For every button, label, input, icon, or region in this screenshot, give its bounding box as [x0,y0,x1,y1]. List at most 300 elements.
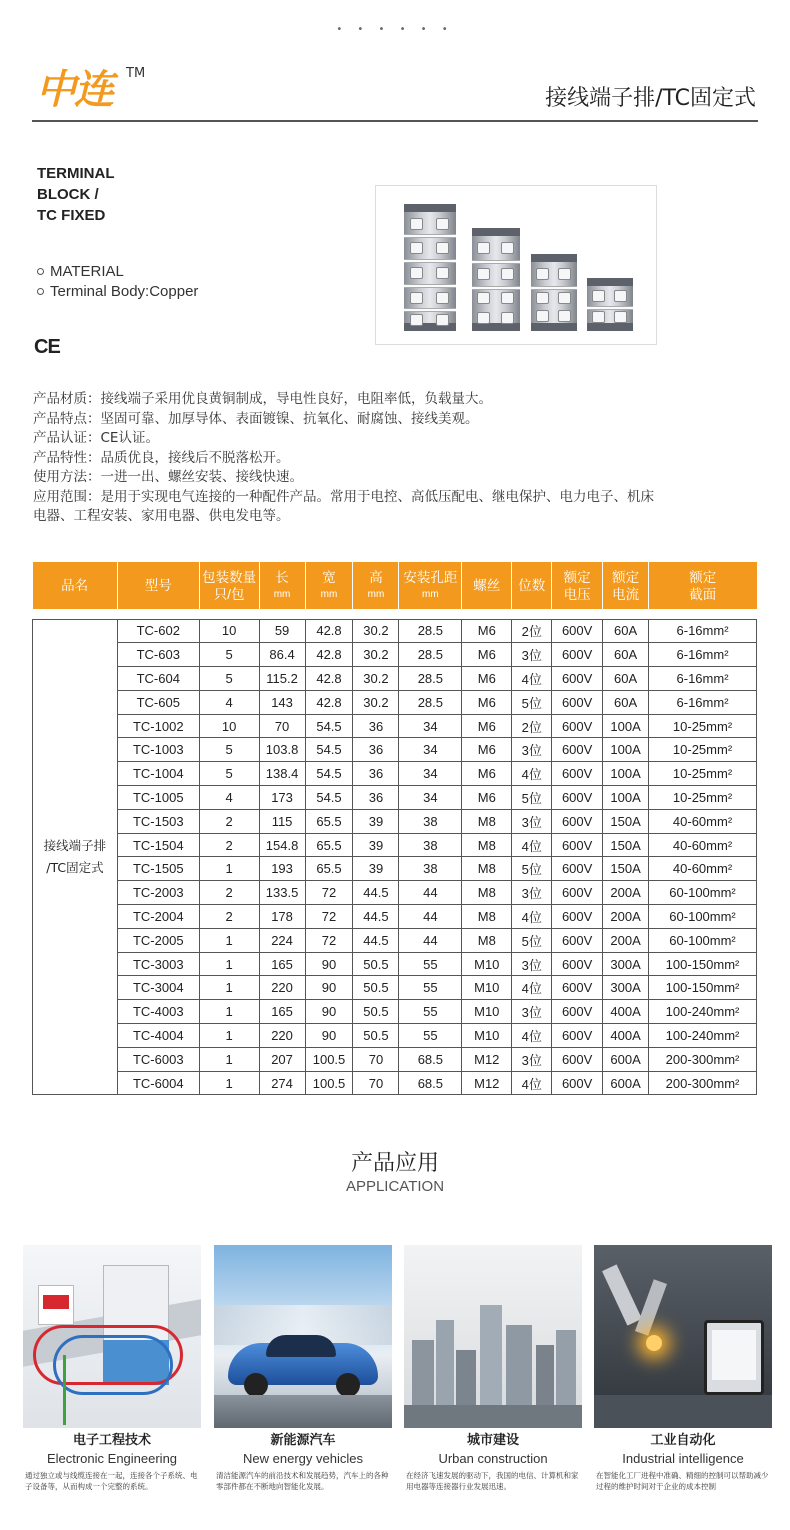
table-cell: 42.8 [305,643,353,667]
table-cell: 70 [259,714,305,738]
table-cell: 42.8 [305,690,353,714]
table-cell: 150A [603,809,649,833]
spec-table-body [33,609,757,1095]
table-cell: 65.5 [305,809,353,833]
table-cell: 4位 [512,762,552,786]
table-cell: 70 [353,1071,399,1095]
table-row [33,738,757,762]
application-card-description: 清洁能源汽车的前沿技术和发展趋势，汽车上的各种零部件都在不断地向智能化发展。 [216,1471,389,1491]
table-cell: TC-605 [117,690,199,714]
table-cell: 4位 [512,976,552,1000]
table-cell: 55 [399,1024,462,1048]
table-cell: 200A [603,928,649,952]
table-cell: M6 [462,714,512,738]
table-cell: 103.8 [259,738,305,762]
table-cell: 68.5 [399,1071,462,1095]
table-cell: 600V [552,1071,603,1095]
table-cell: 70 [353,1047,399,1071]
table-cell: 2 [199,881,259,905]
table-cell: 207 [259,1047,305,1071]
table-cell: 600V [552,833,603,857]
table-row [33,928,757,952]
table-cell: M8 [462,857,512,881]
spec-table-column-header [117,562,199,609]
table-cell: 72 [305,881,353,905]
table-cell: 115.2 [259,667,305,691]
table-cell: 165 [259,1000,305,1024]
application-card-subtitle: Electronic Engineering [46,1451,178,1466]
table-cell: 224 [259,928,305,952]
table-cell: 1 [199,928,259,952]
application-card-description: 在智能化工厂进程中准确、精细的控制可以帮助减少过程的维护时间对于企业的成本控制 [596,1471,769,1491]
table-cell: 10-25mm² [649,738,757,762]
table-cell: 44.5 [353,905,399,929]
header-label: 螺丝 [473,578,501,593]
ce-mark-icon: CE [34,336,60,358]
table-cell: TC-3004 [117,976,199,1000]
table-cell: TC-602 [117,619,199,643]
trademark-mark: TM [126,66,146,81]
spec-table-column-header [353,562,399,609]
table-row [33,1071,757,1095]
table-cell: M6 [462,619,512,643]
application-card-title: 电子工程技术 [72,1433,151,1448]
table-cell: 600V [552,619,603,643]
table-cell: 28.5 [399,643,462,667]
application-card [23,1245,201,1492]
table-cell: 5 [199,738,259,762]
material-value: Terminal Body:Copper [50,283,199,300]
table-cell: 39 [353,857,399,881]
terminal-block-4pos [472,228,520,331]
table-cell: 42.8 [305,619,353,643]
table-cell: 50.5 [353,1024,399,1048]
table-cell: TC-2004 [117,905,199,929]
table-cell: 600V [552,690,603,714]
table-cell: TC-604 [117,667,199,691]
table-cell: 28.5 [399,690,462,714]
table-cell: 86.4 [259,643,305,667]
table-cell: 65.5 [305,833,353,857]
table-cell: 54.5 [305,738,353,762]
material-item [37,282,198,302]
table-cell: TC-1503 [117,809,199,833]
spec-table-column-header [305,562,353,609]
table-cell: 100.5 [305,1071,353,1095]
table-cell: 138.4 [259,762,305,786]
table-cell: 100-150mm² [649,976,757,1000]
table-cell: 600V [552,952,603,976]
electronic-engineering-photo [23,1245,201,1428]
table-cell: 600V [552,881,603,905]
table-cell: 90 [305,976,353,1000]
application-card-title: 城市建设 [466,1433,519,1448]
table-cell: 6-16mm² [649,643,757,667]
table-cell: 165 [259,952,305,976]
table-row [33,762,757,786]
table-cell: 28.5 [399,667,462,691]
table-cell: 28.5 [399,619,462,643]
table-cell: M10 [462,1024,512,1048]
english-title-line: TC FIXED [37,207,106,224]
table-cell: 38 [399,809,462,833]
application-card [214,1245,392,1492]
table-cell: 3位 [512,952,552,976]
table-cell: 34 [399,714,462,738]
table-cell: 6-16mm² [649,690,757,714]
top-dots-decoration: • • • • • • [336,24,454,35]
table-cell: 300A [603,952,649,976]
table-row [33,976,757,1000]
table-cell: 40-60mm² [649,833,757,857]
table-cell: 178 [259,905,305,929]
table-cell: M6 [462,690,512,714]
spec-table-header [33,562,757,609]
table-cell: TC-2003 [117,881,199,905]
spec-table-column-header [552,562,603,609]
table-cell: 600V [552,809,603,833]
table-row [33,714,757,738]
description-line: 电器、工程安装、家用电器、供电发电等。 [33,508,290,524]
table-cell: 40-60mm² [649,857,757,881]
table-cell: 1 [199,1000,259,1024]
table-cell: 100.5 [305,1047,353,1071]
table-cell: 220 [259,1024,305,1048]
table-row [33,1047,757,1071]
table-cell: M8 [462,809,512,833]
table-cell: 2 [199,833,259,857]
table-cell: 600A [603,1047,649,1071]
table-cell: 55 [399,976,462,1000]
table-cell: 44.5 [353,928,399,952]
table-cell: M8 [462,881,512,905]
table-cell: 40-60mm² [649,809,757,833]
circle-bullet-icon [37,288,44,295]
table-cell: 5 [199,762,259,786]
table-cell: 34 [399,738,462,762]
spec-table-column-header [33,562,118,609]
table-cell: TC-603 [117,643,199,667]
table-cell: 600V [552,1047,603,1071]
spec-table-column-header [462,562,512,609]
application-subtitle: APPLICATION [345,1178,445,1195]
table-cell: 60A [603,619,649,643]
table-cell: 39 [353,809,399,833]
table-cell: M8 [462,833,512,857]
product-description [33,390,763,527]
table-cell: 36 [353,786,399,810]
table-cell: TC-4004 [117,1024,199,1048]
application-card-subtitle: New energy vehicles [243,1451,363,1466]
table-cell: 30.2 [353,690,399,714]
spec-table-column-header [199,562,259,609]
english-title [37,163,115,226]
table-cell: 2 [199,809,259,833]
table-row [33,690,757,714]
table-cell: 3位 [512,738,552,762]
table-row [33,857,757,881]
table-cell: 10-25mm² [649,786,757,810]
terminal-block-2pos [587,278,633,331]
page-title: 接线端子排/TC固定式 [545,86,756,111]
table-cell: 220 [259,976,305,1000]
table-cell: 54.5 [305,762,353,786]
circle-bullet-icon [37,268,44,275]
table-cell: 600V [552,786,603,810]
application-card [404,1245,582,1492]
table-cell: 72 [305,928,353,952]
table-cell: 3位 [512,881,552,905]
table-cell: 5位 [512,690,552,714]
header-label: 高 [369,569,383,585]
header-label: 宽 [322,569,336,585]
table-cell: TC-1004 [117,762,199,786]
table-cell: TC-4003 [117,1000,199,1024]
table-cell: 60A [603,690,649,714]
page-header [32,62,758,122]
table-cell: 60A [603,643,649,667]
table-cell: 90 [305,952,353,976]
table-cell: 3位 [512,1047,552,1071]
table-cell: 6-16mm² [649,619,757,643]
table-cell: 59 [259,619,305,643]
urban-construction-photo [404,1245,582,1428]
table-cell: 65.5 [305,857,353,881]
new-energy-car-photo [214,1245,392,1428]
product-name-cell [33,619,118,1095]
table-cell: 34 [399,786,462,810]
table-cell: 4位 [512,667,552,691]
product-photo [375,185,657,345]
table-cell: 600V [552,928,603,952]
table-row [33,905,757,929]
material-list [37,262,198,302]
table-cell: 600V [552,857,603,881]
table-cell: 4位 [512,905,552,929]
table-cell: 44 [399,905,462,929]
application-title: 产品应用 [350,1151,439,1176]
table-cell: 100-150mm² [649,952,757,976]
table-cell: TC-2005 [117,928,199,952]
table-cell: 10 [199,619,259,643]
table-cell: 150A [603,833,649,857]
table-cell: 154.8 [259,833,305,857]
table-cell: 5位 [512,928,552,952]
table-row [33,667,757,691]
spec-table-column-header [603,562,649,609]
table-cell: 200A [603,905,649,929]
table-cell: 600V [552,643,603,667]
table-cell: 55 [399,952,462,976]
header-label: 安装孔距 [403,569,458,585]
table-cell: M12 [462,1047,512,1071]
table-row [33,809,757,833]
table-cell: 1 [199,1071,259,1095]
table-cell: 150A [603,857,649,881]
table-cell: 44 [399,928,462,952]
table-cell: 44 [399,881,462,905]
table-cell: 600V [552,1024,603,1048]
english-title-line: TERMINAL [37,165,115,182]
table-cell: 72 [305,905,353,929]
table-cell: M6 [462,667,512,691]
table-cell: TC-1504 [117,833,199,857]
spec-table-column-header [649,562,757,609]
table-cell: 38 [399,833,462,857]
application-card-description: 通过独立或与线缆连接在一起，连接各个子系统、电子设备等，从而构成一个完整的系统。 [25,1471,198,1491]
product-name-line: /TC固定式 [46,859,104,875]
header-sublabel: 电压 [563,586,591,602]
table-row [33,1000,757,1024]
spec-table-column-header [259,562,305,609]
table-cell: 10 [199,714,259,738]
table-cell: 193 [259,857,305,881]
description-line: 产品认证：CE认证。 [33,430,159,446]
table-row [33,643,757,667]
table-cell: 4位 [512,1024,552,1048]
table-cell: 600V [552,714,603,738]
table-cell: 600V [552,905,603,929]
table-cell: 3位 [512,1000,552,1024]
product-name-line: 接线端子排 [43,837,107,853]
application-card-title: 工业自动化 [650,1433,716,1448]
table-cell: TC-1005 [117,786,199,810]
table-cell: 54.5 [305,714,353,738]
header-sublabel: mm [273,588,291,600]
table-cell: 4 [199,690,259,714]
table-cell: 2位 [512,619,552,643]
application-card-title: 新能源汽车 [270,1433,336,1448]
table-cell: 60-100mm² [649,881,757,905]
description-line: 产品材质：接线端子采用优良黄铜制成，导电性良好，电阻率低，负载量大。 [33,391,492,407]
table-cell: M6 [462,762,512,786]
table-cell: 400A [603,1024,649,1048]
application-card [594,1245,772,1492]
table-cell: 100A [603,786,649,810]
brand-logo: 中连 [36,67,112,113]
table-cell: 274 [259,1071,305,1095]
header-sublabel: mm [367,588,385,600]
table-cell: 38 [399,857,462,881]
table-cell: 3位 [512,809,552,833]
table-cell: 600V [552,738,603,762]
table-cell: 6-16mm² [649,667,757,691]
table-cell: 5 [199,667,259,691]
table-cell: 200-300mm² [649,1071,757,1095]
table-cell: M8 [462,905,512,929]
table-cell: 60-100mm² [649,905,757,929]
description-line: 产品特点：坚固可靠、加厚导体、表面镀镍、抗氧化、耐腐蚀、接线美观。 [33,410,479,427]
table-cell: 400A [603,1000,649,1024]
table-cell: 10-25mm² [649,762,757,786]
table-cell: M10 [462,952,512,976]
table-cell: 42.8 [305,667,353,691]
table-cell: M12 [462,1071,512,1095]
table-cell: TC-1505 [117,857,199,881]
table-cell: 30.2 [353,667,399,691]
table-cell: 1 [199,976,259,1000]
table-cell: 100-240mm² [649,1024,757,1048]
table-cell: 133.5 [259,881,305,905]
header-label: 额定 [689,569,717,585]
table-cell: 100A [603,762,649,786]
table-cell: 39 [353,833,399,857]
table-cell: 10-25mm² [649,714,757,738]
table-cell: 115 [259,809,305,833]
english-title-line: BLOCK / [37,186,99,203]
table-cell: 60A [603,667,649,691]
table-cell: 2 [199,905,259,929]
table-cell: 50.5 [353,952,399,976]
table-cell: 90 [305,1024,353,1048]
table-cell: 36 [353,738,399,762]
spec-table-column-header [512,562,552,609]
header-sublabel: mm [422,588,439,600]
table-cell: 90 [305,1000,353,1024]
table-cell: 36 [353,762,399,786]
table-cell: TC-3003 [117,952,199,976]
spec-table [32,562,757,1095]
table-cell: 100-240mm² [649,1000,757,1024]
table-cell: 100A [603,738,649,762]
description-line: 应用范围：是用于实现电气连接的一种配件产品。常用于电控、高低压配电、继电保护、电力电子、机床 [33,488,654,505]
table-cell: M6 [462,786,512,810]
table-cell: 34 [399,762,462,786]
table-cell: 60-100mm² [649,928,757,952]
table-cell: 600A [603,1071,649,1095]
table-cell: 200A [603,881,649,905]
table-cell: 600V [552,976,603,1000]
material-item [37,262,198,282]
table-cell: 5 [199,643,259,667]
table-row [33,881,757,905]
table-cell: M10 [462,1000,512,1024]
table-cell: 143 [259,690,305,714]
table-cell: 30.2 [353,619,399,643]
header-label: 包装数量 [202,569,257,585]
table-cell: 68.5 [399,1047,462,1071]
table-cell: 54.5 [305,786,353,810]
table-cell: 1 [199,857,259,881]
table-cell: 2位 [512,714,552,738]
table-row [33,786,757,810]
table-cell: M6 [462,738,512,762]
table-cell: 36 [353,714,399,738]
header-sublabel: 截面 [689,586,717,602]
header-label: 型号 [144,578,172,593]
table-cell: 200-300mm² [649,1047,757,1071]
table-cell: 600V [552,762,603,786]
table-cell: 44.5 [353,881,399,905]
table-row [33,952,757,976]
table-cell: 4位 [512,1071,552,1095]
header-label: 位数 [518,578,546,593]
table-row [33,1024,757,1048]
header-label: 品名 [61,578,89,593]
material-label: MATERIAL [50,263,124,280]
header-sublabel: mm [320,588,338,600]
table-row [33,619,757,643]
application-card-description: 在经济飞速发展的驱动下，我国的电信、计算机和家用电器等连接器行业发展迅速。 [406,1471,579,1491]
description-line: 产品特性：品质优良，接线后不脱落松开。 [33,449,290,466]
terminal-block-5pos [404,204,456,331]
table-cell: TC-6004 [117,1071,199,1095]
table-cell: 1 [199,1024,259,1048]
table-cell: 100A [603,714,649,738]
application-card-subtitle: Industrial intelligence [622,1451,744,1466]
table-cell: 5位 [512,786,552,810]
header-label: 额定 [563,569,591,585]
